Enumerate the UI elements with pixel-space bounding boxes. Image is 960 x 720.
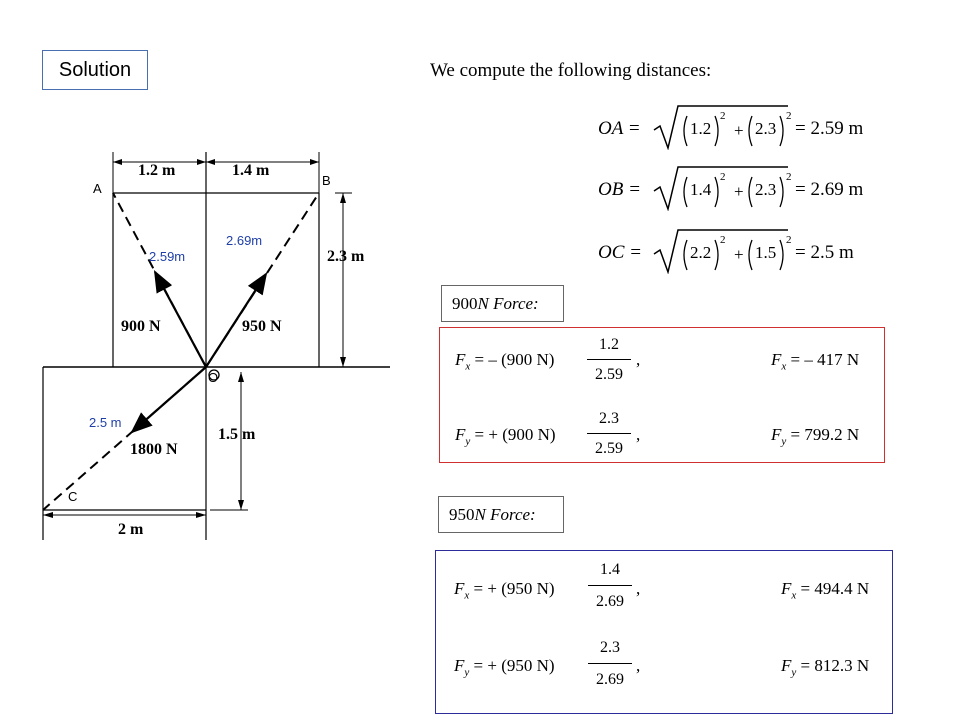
force-900-fy-lhs: $F_y$ = + (900 N) xyxy=(455,425,556,448)
force-900-fx-lhs: $F_x$ = – (900 N) xyxy=(455,350,555,373)
distance-ob-result: = 2.69 m xyxy=(795,179,864,200)
force-900-fx-result: $F_x$ = – 417 N xyxy=(771,350,860,373)
force-900-fx-bar xyxy=(587,359,631,360)
force-950-fy-result: $F_y = 812.3$ N xyxy=(781,656,870,679)
force-900-fy-result: $F_y = 799.2$ N xyxy=(771,425,860,448)
solution-label: Solution xyxy=(42,50,148,90)
force-900-fy-num: 2.3 xyxy=(599,410,619,427)
dim-top-right-label: 1.4 m xyxy=(232,162,270,179)
point-b-label: B xyxy=(322,173,331,188)
force-950-fy-comma: , xyxy=(636,656,641,675)
distance-oa-result: = 2.59 m xyxy=(795,118,864,139)
point-c-label: C xyxy=(68,489,78,504)
force-950-fx-comma: , xyxy=(636,579,641,598)
force-950-fy-lhs: $F_y$ = + (950 N) xyxy=(454,656,555,679)
force-950-fx-den: 2.69 xyxy=(596,593,624,610)
force-a-label: 900 N xyxy=(121,318,161,335)
force-c-label: 1800 N xyxy=(130,441,178,458)
distance-oc-result: = 2.5 m xyxy=(795,242,854,263)
oc-distance-label: 2.5 m xyxy=(89,415,122,430)
point-o-label: O xyxy=(208,370,219,385)
ob-term-a: 1.4 xyxy=(690,180,712,199)
force-900-fy-comma: , xyxy=(636,425,641,444)
force-900-title xyxy=(441,285,564,322)
distance-oc-lhs: OC = xyxy=(598,242,642,263)
force-950-title-rest: N Force: xyxy=(474,504,536,524)
oc-term-a: 2.2 xyxy=(690,243,712,262)
dim-lower-right-label: 1.5 m xyxy=(218,426,256,443)
distance-ob-lhs: OB = xyxy=(598,179,641,200)
force-900-fy-bar xyxy=(587,433,631,434)
svg-text:+: + xyxy=(734,245,744,264)
oa-exp-b: 2 xyxy=(786,110,792,122)
force-950-fy-bar xyxy=(588,663,632,664)
oa-exp-a: 2 xyxy=(720,110,726,122)
force-diagram xyxy=(0,0,420,560)
oa-term-a: 1.2 xyxy=(690,119,712,138)
ob-exp-a: 2 xyxy=(720,171,726,183)
distance-oa-lhs: OA = xyxy=(598,118,641,139)
force-950-fx-num: 1.4 xyxy=(600,561,620,578)
force-950-fy-den: 2.69 xyxy=(596,671,624,688)
force-900-fx-comma: , xyxy=(636,350,641,369)
force-900-box xyxy=(439,327,885,463)
force-950-fx-result: $F_x = 494.4$ N xyxy=(781,579,870,602)
force-b-label: 950 N xyxy=(242,318,282,335)
svg-text:+: + xyxy=(734,182,744,201)
oa-distance-label: 2.59m xyxy=(149,249,186,264)
dim-top-left-label: 1.2 m xyxy=(138,162,176,179)
point-a-label: A xyxy=(93,181,102,196)
ob-exp-b: 2 xyxy=(786,171,792,183)
force-900-fx-num: 1.2 xyxy=(599,336,619,353)
force-900-fx-den: 2.59 xyxy=(595,366,623,383)
force-950-title xyxy=(438,496,564,533)
ob-term-b: 2.3 xyxy=(755,180,777,199)
force-950-box xyxy=(435,550,893,714)
svg-text:+: + xyxy=(734,121,744,140)
ob-distance-label: 2.69m xyxy=(226,233,263,248)
force-950-fx-bar xyxy=(588,585,632,586)
force-950-title-num: 950 xyxy=(449,504,475,524)
oa-term-b: 2.3 xyxy=(755,119,777,138)
force-900-fy-den: 2.59 xyxy=(595,440,623,457)
force-950-fy-num: 2.3 xyxy=(600,639,620,656)
intro-text: We compute the following distances: xyxy=(430,60,712,81)
dim-right-label: 2.3 m xyxy=(327,248,365,265)
oc-exp-b: 2 xyxy=(786,234,792,246)
force-900-title-num: 900 xyxy=(452,293,478,313)
oc-term-b: 1.5 xyxy=(755,243,777,262)
oc-exp-a: 2 xyxy=(720,234,726,246)
force-950-fx-lhs: $F_x$ = + (950 N) xyxy=(454,579,555,602)
dim-bottom-label: 2 m xyxy=(118,521,144,538)
force-900-title-rest: N Force: xyxy=(477,293,539,313)
